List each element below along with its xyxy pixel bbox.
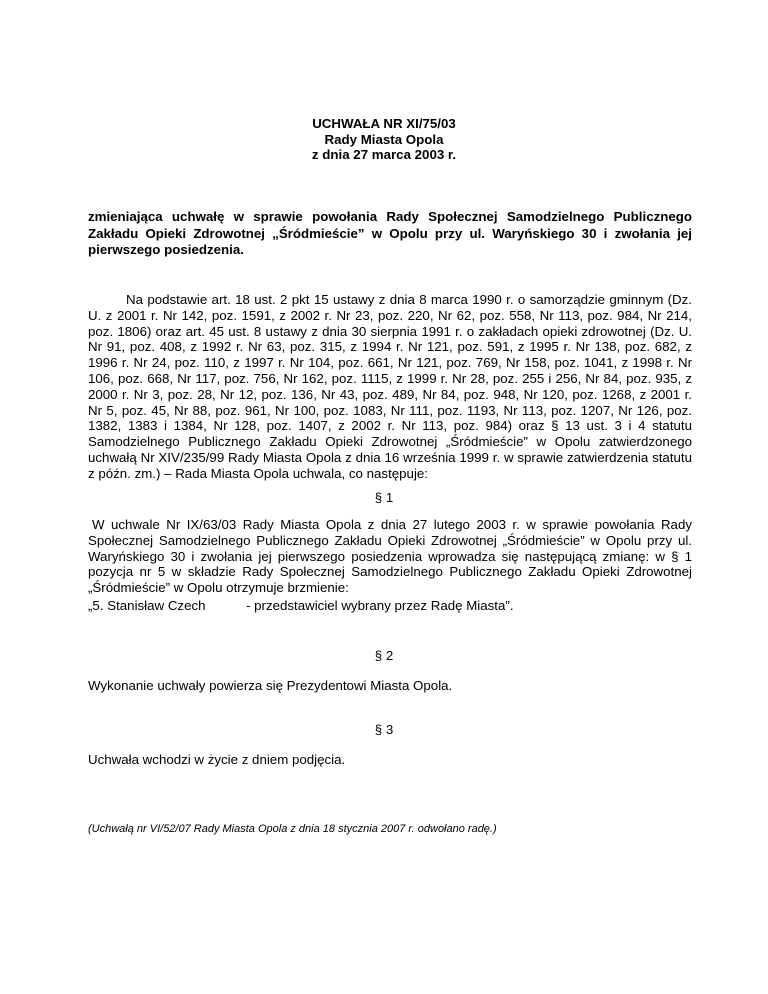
resolution-number: UCHWAŁA NR XI/75/03 (312, 116, 456, 131)
revocation-note: (Uchwałą nr VI/52/07 Rady Miasta Opola z dnia 18 stycznia 2007 r. odwołano radę.) (88, 823, 497, 835)
member-role: - przedstawiciel wybrany przez Radę Miasta”. (246, 598, 514, 613)
resolution-date: z dnia 27 marca 2003 r. (311, 147, 457, 162)
section-3-heading: § 3 (374, 722, 394, 737)
section-1-heading: § 1 (374, 490, 394, 505)
section-3-text: Uchwała wchodzi w życie z dniem podjęcia. (88, 752, 346, 767)
member-name: „5. Stanisław Czech (88, 598, 206, 613)
preamble-paragraph: Na podstawie art. 18 ust. 2 pkt 15 ustawy z dnia 8 marca 1990 r. o samorządzie gminnym (Dz. U. z 2001 r. Nr 142, poz. 1591, z 2002 r. Nr 23, poz. 220, Nr 62, poz. 558, Nr 113, poz. 984, Nr 214, poz. 1806) oraz art. 45 ust. 8 ustawy z dnia 30 sierpnia 1991 r. o zakładach opieki zdrowotnej (Dz. U. Nr 91, poz. 408, z 1992 r. Nr 63, poz. 315, z 1994 r. Nr 121, poz. 591, z 1995 r. Nr 138, poz. 682, z 1996 r. Nr 24, poz. 110, z 1997 r. Nr 104, poz. 661, Nr 121, poz. 769, Nr 158, poz. 1041, z 1998 r. Nr 106, poz. 668, Nr 117, poz. 756, Nr 162, poz. 1115, z 1999 r. Nr 28, poz. 255 i 256, Nr 84, poz. 935, z 2000 r. Nr 3, poz. 28, Nr 12, poz. 136, Nr 43, poz. 489, Nr 84, poz. 948, Nr 120, poz. 1268, z 2001 r. Nr 5, poz. 45, Nr 88, poz. 961, Nr 100, poz. 1083, Nr 111, poz. 1193, Nr 113, poz. 1207, Nr 126, poz. 1382, 1383 i 1384, Nr 128, poz. 1407, z 2002 r. Nr 113, poz. 984) oraz § 13 ust. 3 i 4 statutu Samodzielnego Publicznego Zakładu Opieki Zdrowotnej „Śródmieście” w Opolu zatwierdzonego uchwałą Nr XIV/235/99 Rady Miasta Opola z dnia 16 września 1999 r. w sprawie zatwierdzenia statutu z późn. zm.) – Rada Miasta Opola uchwala, co następuje: (88, 292, 692, 481)
section-2-text: Wykonanie uchwały powierza się Prezydentowi Miasta Opola. (88, 678, 453, 693)
section-2-heading: § 2 (374, 648, 394, 663)
resolution-header (0, 116, 768, 163)
council-name: Rady Miasta Opola (324, 131, 444, 147)
resolution-subject: zmieniająca uchwałę w sprawie powołania Rady Społecznej Samodzielnego Publicznego Zakładu Opieki Zdrowotnej „Śródmieście” w Opolu przy ul. Waryńskiego 30 i zwołania jej pierwszego posiedzenia. (88, 209, 692, 257)
section-1-text: W uchwale Nr IX/63/03 Rady Miasta Opola z dnia 27 lutego 2003 r. w sprawie powołania Rady Społecznej Samodzielnego Publicznego Zakładu Opieki Zdrowotnej „Śródmieście” w Opolu przy ul. Waryńskiego 30 i zwołania jej pierwszego posiedzenia wprowadza się następującą zmianę: w § 1 pozycja nr 5 w składzie Rady Społecznej Samodzielnego Publicznego Zakładu Opieki Zdrowotnej „Śródmieście” w Opolu otrzymuje brzmienie: (88, 517, 692, 596)
council-member-entry (88, 598, 514, 613)
